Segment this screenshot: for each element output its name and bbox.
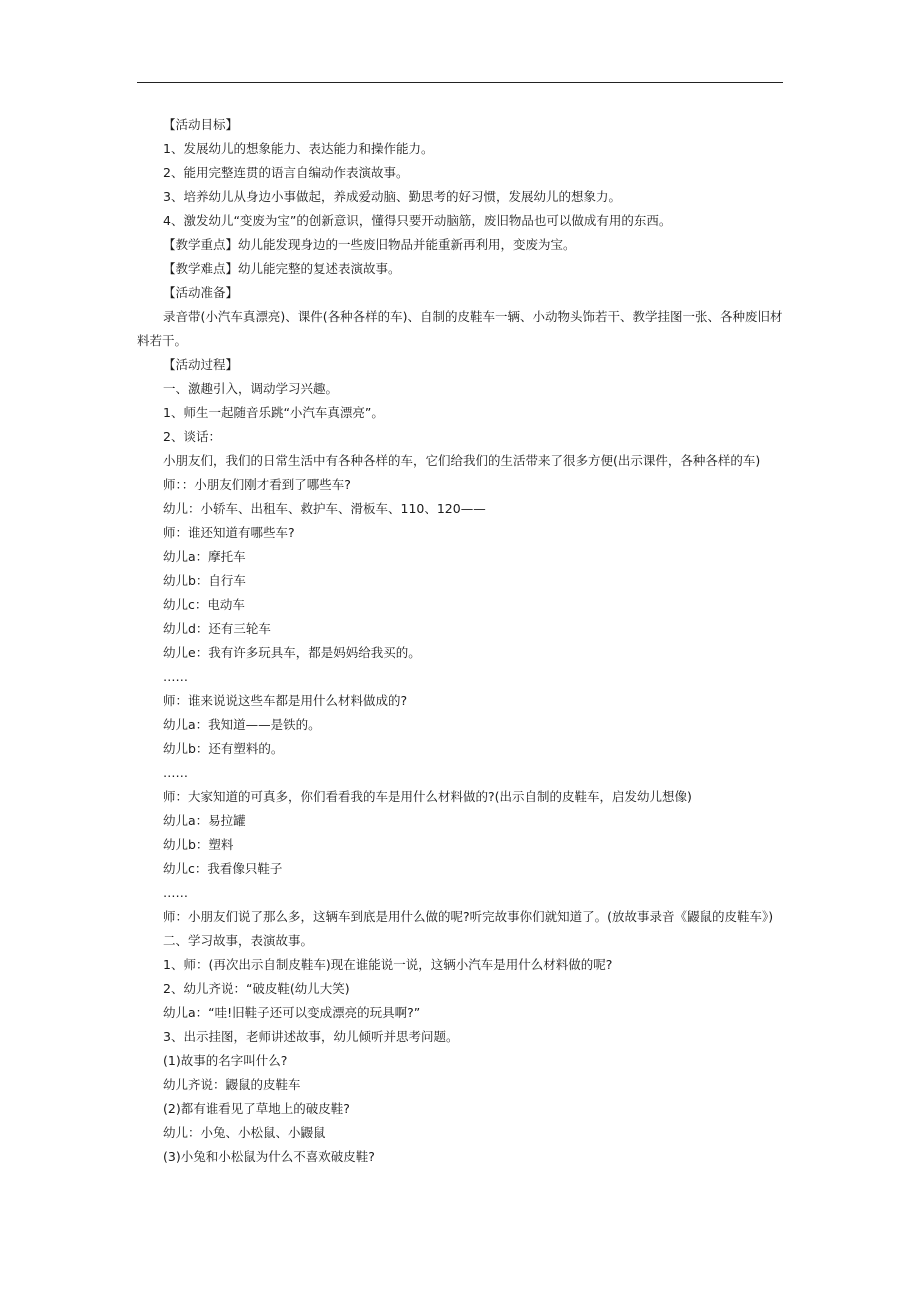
heading-process: 【活动过程】 xyxy=(163,357,239,372)
paragraph: 2、谈话： xyxy=(163,429,221,444)
question: (1)故事的名字叫什么? xyxy=(163,1053,288,1068)
goal-2: 2、能用完整连贯的语言自编动作表演故事。 xyxy=(163,165,409,180)
section-2-title: 二、学习故事，表演故事。 xyxy=(163,933,314,948)
dialogue-line: 幼儿a：摩托车 xyxy=(163,549,246,564)
teaching-focus: 【教学重点】幼儿能发现身边的一些废旧物品并能重新再利用，变废为宝。 xyxy=(163,237,576,252)
dialogue-line: 幼儿a：我知道——是铁的。 xyxy=(163,717,321,732)
preparation-text-cont: 料若干。 xyxy=(137,333,188,348)
goal-3: 3、培养幼儿从身边小事做起，养成爱动脑、勤思考的好习惯，发展幼儿的想象力。 xyxy=(163,189,621,204)
heading-preparation: 【活动准备】 xyxy=(163,285,239,300)
paragraph: 2、幼儿齐说：“破皮鞋(幼儿大笑) xyxy=(163,981,350,996)
dialogue-line: 幼儿d：还有三轮车 xyxy=(163,621,271,636)
header-rule xyxy=(137,82,783,83)
dialogue-line: 幼儿c：我看像只鞋子 xyxy=(163,861,283,876)
ellipsis: …… xyxy=(163,885,188,900)
dialogue-line: 幼儿：小兔、小松鼠、小鼹鼠 xyxy=(163,1125,326,1140)
ellipsis: …… xyxy=(163,669,188,684)
dialogue-line: 幼儿b：自行车 xyxy=(163,573,246,588)
dialogue-line: 幼儿：小轿车、出租车、救护车、滑板车、110、120—— xyxy=(163,501,486,516)
dialogue-line: 师：：小朋友们刚才看到了哪些车? xyxy=(163,477,351,492)
question: (3)小兔和小松鼠为什么不喜欢破皮鞋? xyxy=(163,1149,375,1164)
dialogue-line: 师：谁来说说这些车都是用什么材料做成的? xyxy=(163,693,408,708)
goal-1: 1、发展幼儿的想象能力、表达能力和操作能力。 xyxy=(163,141,434,156)
teaching-difficulty: 【教学难点】幼儿能完整的复述表演故事。 xyxy=(163,261,401,276)
dialogue-line: 幼儿齐说：鼹鼠的皮鞋车 xyxy=(163,1077,301,1092)
paragraph: 1、师：(再次出示自制皮鞋车)现在谁能说一说，这辆小汽车是用什么材料做的呢? xyxy=(163,957,613,972)
heading-activity-goals: 【活动目标】 xyxy=(163,117,239,132)
dialogue-line: 幼儿e：我有许多玩具车，都是妈妈给我买的。 xyxy=(163,645,421,660)
dialogue-line: 幼儿a：易拉罐 xyxy=(163,813,246,828)
dialogue-line: 幼儿c：电动车 xyxy=(163,597,245,612)
dialogue-line: 师：小朋友们说了那么多，这辆车到底是用什么做的呢?听完故事你们就知道了。(放故事录音《鼹鼠的皮鞋车》) xyxy=(163,909,774,924)
dialogue-line: 师：大家知道的可真多，你们看看我的车是用什么材料做的?(出示自制的皮鞋车，启发幼儿想像) xyxy=(163,789,692,804)
section-1-title: 一、激趣引入，调动学习兴趣。 xyxy=(163,381,339,396)
question: (2)都有谁看见了草地上的破皮鞋? xyxy=(163,1101,350,1116)
dialogue-line: 幼儿b：塑料 xyxy=(163,837,234,852)
goal-4: 4、激发幼儿“变废为宝”的创新意识，懂得只要开动脑筋，废旧物品也可以做成有用的东西。 xyxy=(163,213,672,228)
dialogue-line: 幼儿b：还有塑料的。 xyxy=(163,741,284,756)
paragraph: 1、师生一起随音乐跳“小汽车真漂亮”。 xyxy=(163,405,384,420)
dialogue-line: 师：谁还知道有哪些车? xyxy=(163,525,295,540)
paragraph: 小朋友们，我们的日常生活中有各种各样的车，它们给我们的生活带来了很多方便(出示课件，各种各样的车) xyxy=(163,453,761,468)
preparation-text: 录音带(小汽车真漂亮)、课件(各种各样的车)、自制的皮鞋车一辆、小动物头饰若干、教学挂图一张、各种废旧材 xyxy=(163,309,783,324)
paragraph: 3、出示挂图，老师讲述故事，幼儿倾听并思考问题。 xyxy=(163,1029,459,1044)
ellipsis: …… xyxy=(163,765,188,780)
dialogue-line: 幼儿a：“哇!旧鞋子还可以变成漂亮的玩具啊?” xyxy=(163,1005,421,1020)
